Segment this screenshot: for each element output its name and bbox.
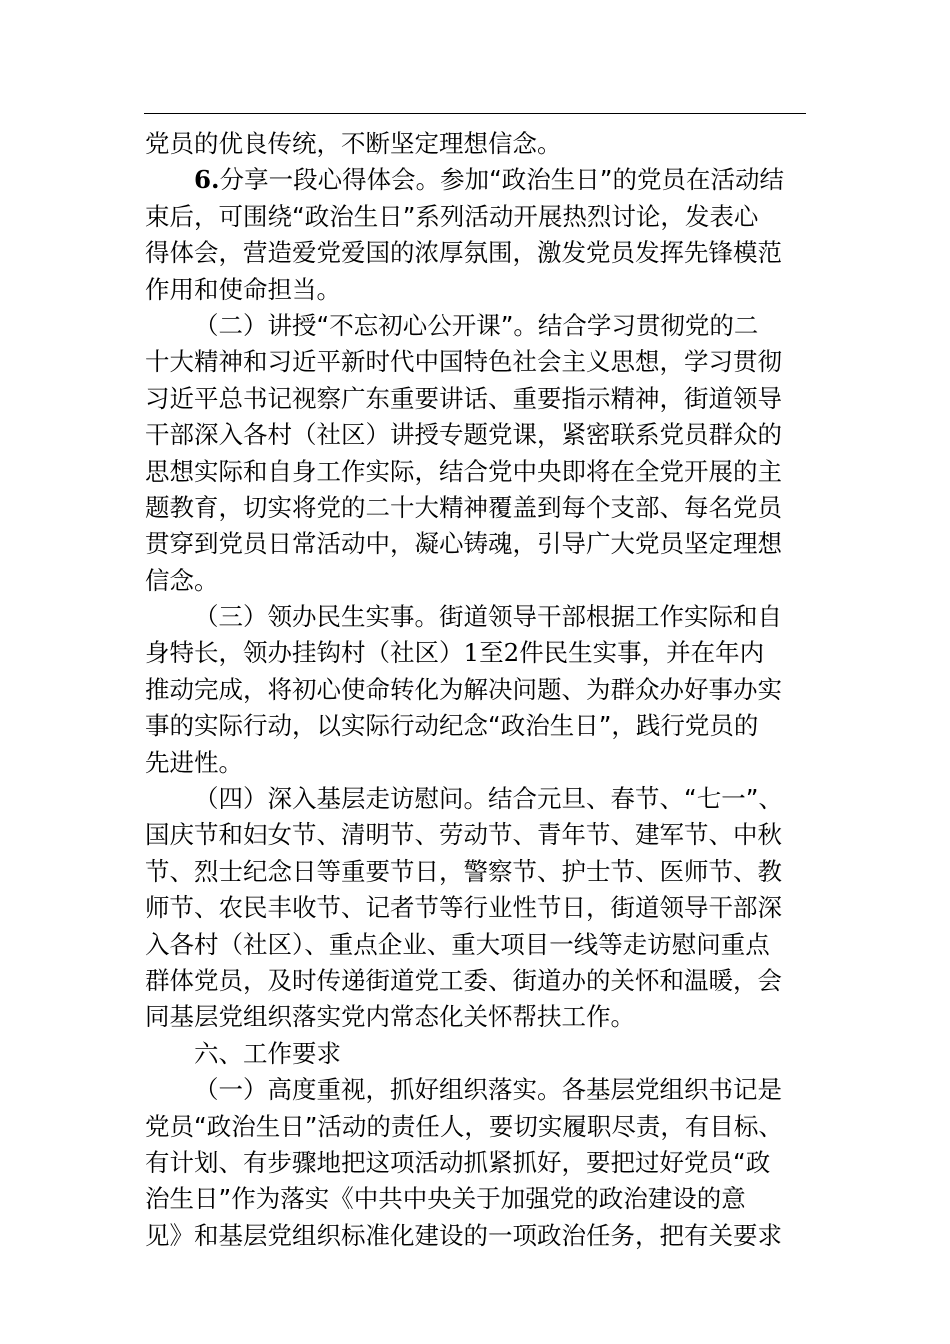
paragraph-line: 节、烈士纪念日等重要节日，警察节、护士节、医师节、教	[145, 856, 782, 886]
paragraph-line: 入各村（社区）、重点企业、重大项目一线等走访慰问重点	[145, 929, 770, 959]
number-two: 2	[503, 638, 520, 668]
paragraph-line: 推动完成，将初心使命转化为解决问题、为群众办好事办实	[145, 674, 782, 704]
number-one: 1	[463, 638, 480, 668]
paragraph-line: 先进性。	[145, 747, 243, 777]
paragraph-line: （三）领办民生实事。街道领导干部根据工作实际和自	[194, 602, 782, 632]
paragraph-line: （二）讲授“不忘初心公开课”。结合学习贯彻党的二	[194, 310, 759, 340]
paragraph-line: （四）深入基层走访慰问。结合元旦、春节、“七一”、	[194, 784, 783, 814]
document-body	[145, 126, 807, 1254]
paragraph-line: 贯穿到党员日常活动中，凝心铸魂，引导广大党员坚定理想	[145, 529, 782, 559]
paragraph-line: （一）高度重视，抓好组织落实。各基层党组织书记是	[194, 1075, 782, 1105]
paragraph-line: 治生日”作为落实《中共中央关于加强党的政治建设的意	[145, 1184, 746, 1214]
paragraph-line: 思想实际和自身工作实际，结合党中央即将在全党开展的主	[145, 456, 782, 486]
paragraph-text: 分享一段心得体会。参加“政治生日”的党员在活动结	[219, 165, 784, 195]
paragraph-text: 件民生实事，并在年内	[519, 638, 765, 668]
paragraph-line: 干部深入各村（社区）讲授专题党课，紧密联系党员群众的	[145, 420, 782, 450]
header-rule	[144, 113, 806, 114]
paragraph-line: 见》和基层党组织标准化建设的一项政治任务，把有关要求	[145, 1220, 782, 1250]
paragraph-line	[145, 162, 807, 198]
paragraph-line: 信念。	[145, 565, 219, 595]
paragraph-line: 国庆节和妇女节、清明节、劳动节、青年节、建军节、中秋	[145, 820, 782, 850]
paragraph-line: 师节、农民丰收节、记者节等行业性节日，街道领导干部深	[145, 893, 782, 923]
paragraph-line: 有计划、有步骤地把这项活动抓紧抓好，要把过好党员“政	[145, 1147, 771, 1177]
item-number: 6.	[194, 165, 220, 195]
paragraph-line: 党员“政治生日”活动的责任人，要切实履职尽责，有目标、	[145, 1111, 783, 1141]
paragraph-line: 党员的优良传统，不断坚定理想信念。	[145, 129, 562, 158]
paragraph-line: 作用和使命担当。	[145, 274, 341, 304]
paragraph-line: 题教育，切实将党的二十大精神覆盖到每个支部、每名党员	[145, 492, 782, 522]
paragraph-text: 身特长，领办挂钩村（社区）	[145, 638, 464, 668]
section-heading: 六、工作要求	[194, 1038, 341, 1068]
paragraph-line: 同基层党组织落实党内常态化关怀帮扶工作。	[145, 1002, 635, 1032]
paragraph-line: 束后，可围绕“政治生日”系列活动开展热烈讨论，发表心	[145, 201, 759, 231]
paragraph-line: 十大精神和习近平新时代中国特色社会主义思想，学习贯彻	[145, 347, 782, 377]
paragraph-line: 群体党员，及时传递街道党工委、街道办的关怀和温暖，会	[145, 965, 782, 995]
paragraph-text: 至	[479, 638, 504, 668]
paragraph-line	[145, 635, 807, 671]
paragraph-line: 事的实际行动，以实际行动纪念“政治生日”，践行党员的	[145, 711, 759, 741]
paragraph-line: 得体会，营造爱党爱国的浓厚氛围，激发党员发挥先锋模范	[145, 238, 782, 268]
paragraph-line: 习近平总书记视察广东重要讲话、重要指示精神，街道领导	[145, 383, 782, 413]
